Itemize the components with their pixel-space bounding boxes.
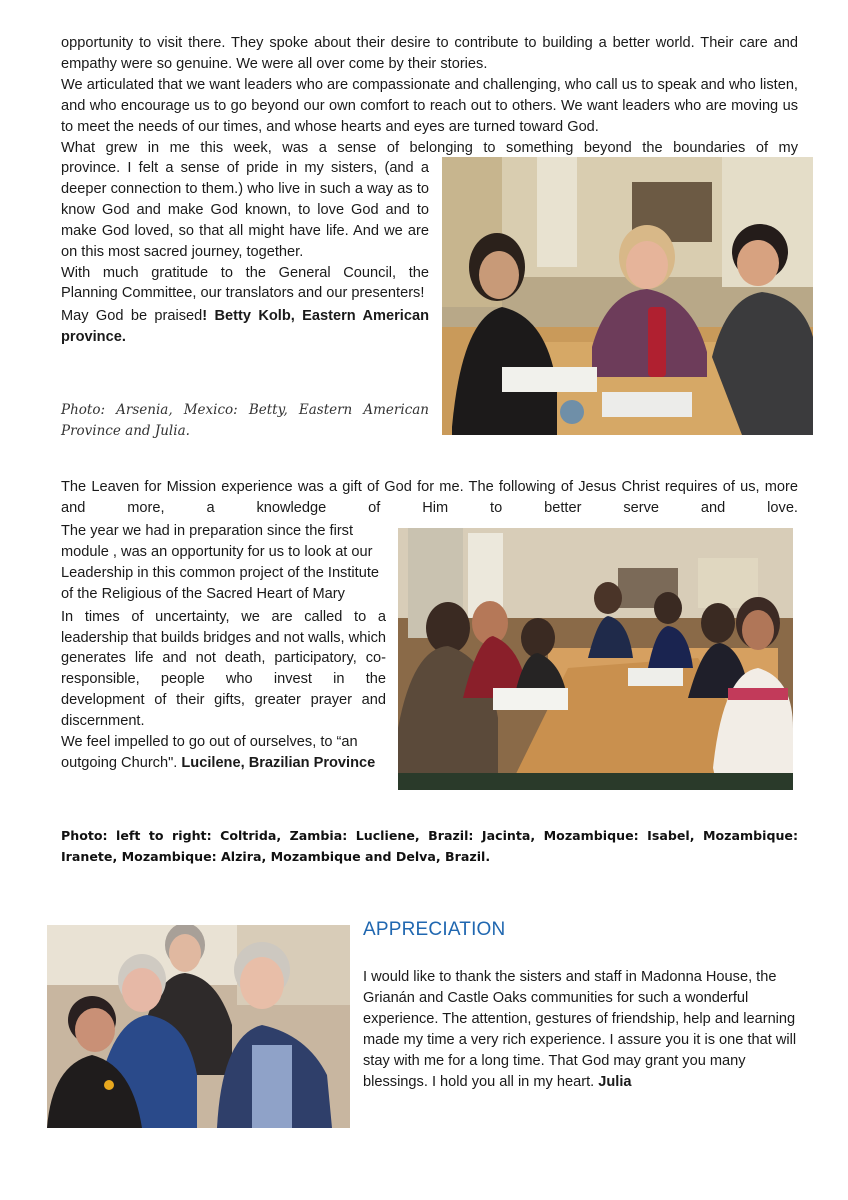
paragraph: With much gratitude to the General Council, the Planning Committee, our translators and our presenters! [61,264,429,302]
paragraph: We articulated that we want leaders who are compassionate and challenging, who call us to speak and who listen, and who encourage us to go beyond our own comfort to reach out to others. We want leaders who are moving us to meet the needs of our times, and whose hearts and eyes are turned toward God. [61,76,798,135]
photo-caption: Photo: Arsenia, Mexico: Betty, Eastern American Province and Julia. [61,402,429,439]
group-photo-2 [398,528,793,790]
section1-intro [61,33,798,158]
paragraph: province. I felt a sense of pride in my sisters, (and a deeper connection to them.) who live in such a way as to know God and make God known, to love God and to make God loved, so that all might have life. And we are on this most sacred journey, together. [61,160,429,260]
section1-left-column [61,158,429,348]
paragraph: opportunity to visit there. They spoke about their desire to contribute to building a better world. Their care and empathy were so genuine. We were all over come by their stories. [61,35,798,72]
closing-text: May God be praised [61,308,203,325]
appreciation-text [363,967,798,1092]
section2-intro: The Leaven for Mission experience was a gift of God for me. The following of Jesus Christ requires of us, more and more, a knowledge of Him to better serve and love. [61,479,798,516]
paragraph: The year we had in preparation since the first module , was an opportunity for us to look at our Leadership in this common project of the Institute of the Religious of the Sacred Heart of Mary [61,523,379,602]
author-signature: Lucilene, Brazilian Province [181,754,376,771]
paragraph [363,967,798,1092]
group-photo-3 [47,925,350,1128]
author-signature: Julia [598,1073,632,1090]
paragraph: What grew in me this week, was a sense of belonging to something beyond the boundaries of my [61,139,798,156]
closing-line [61,306,429,348]
section-heading: APPRECIATION [363,919,506,940]
closing-text: We feel impelled to go out of ourselves, to “an outgoing Church". [61,734,358,771]
author-signature: ! Betty Kolb, Eastern American province. [61,308,429,346]
group-photo-1 [442,157,813,435]
section2-left-column [61,521,386,774]
paragraph [61,732,386,774]
photo-caption: Photo: left to right: Coltrida, Zambia: Lucliene, Brazil: Jacinta, Mozambique: Isabel, Mozambique: Iranete, Mozambique: Alzira, Mozambique and Delva, Brazil. [61,828,798,864]
appreciation-body: I would like to thank the sisters and staff in Madonna House, the Grianán and Castle Oaks communities for such a wonderful experience. The attention, gestures of friendship, help and learning made my time a very rich experience. I assure you it is one that will stay with me for a long time. That God may grant you many blessings. I hold you all in my heart. [363,969,797,1090]
paragraph: In times of uncertainty, we are called to a leadership that builds bridges and not walls, which generates life and not death, participatory, co-responsible, people who invest in the development of their gifts, greater prayer and discernment. [61,608,386,730]
